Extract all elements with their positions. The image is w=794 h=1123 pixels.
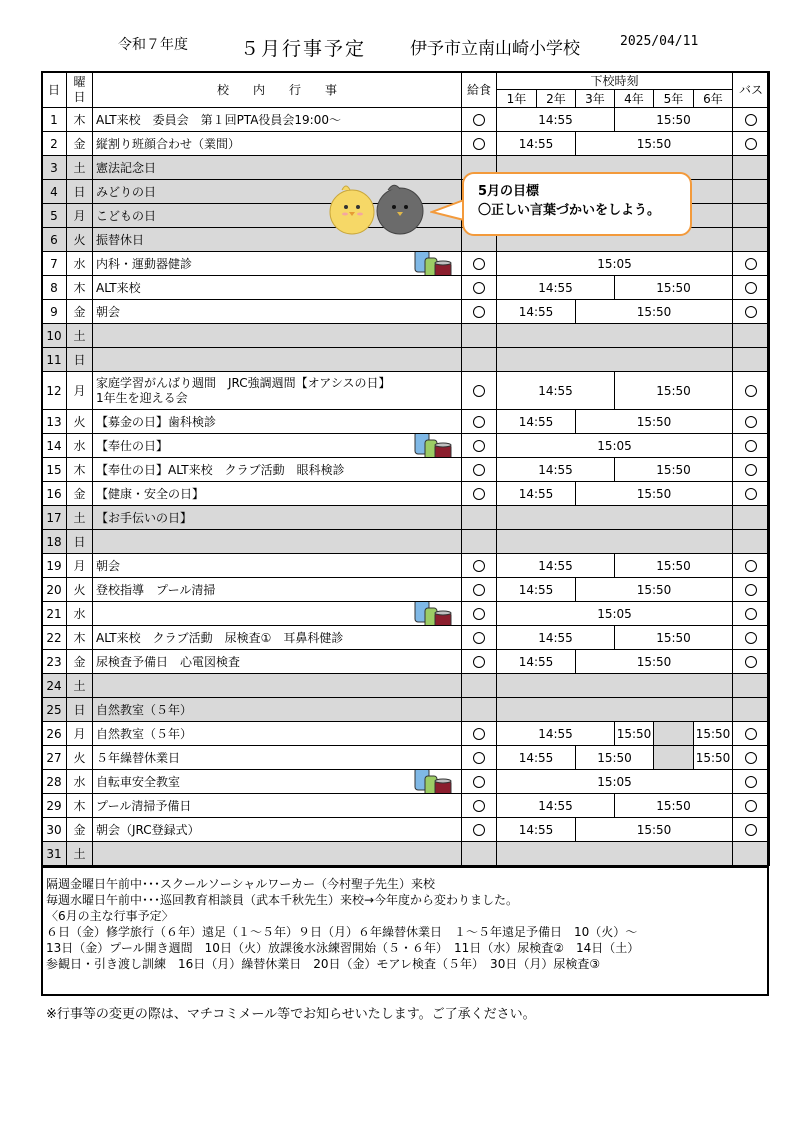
event-text: 自然教室（５年） (96, 703, 193, 717)
weekday-cell: 水 (67, 602, 93, 626)
day-cell: 3 (42, 156, 67, 180)
dismissal-time: 15:05 (497, 434, 733, 458)
weekday-cell: 金 (67, 300, 93, 324)
notes-divider (41, 866, 769, 868)
monthly-goal-box (462, 172, 692, 236)
chicks-illustration (326, 180, 430, 238)
dismissal-time: 14:55 (497, 108, 615, 132)
dismissal-time: 14:55 (497, 794, 615, 818)
event-text: ALT来校 (96, 281, 141, 295)
weekday-cell: 金 (67, 132, 93, 156)
goal-title: 5月の目標 (478, 184, 540, 199)
event-text: 【奉仕の日】 (96, 439, 169, 453)
event-text: 振替休日 (96, 233, 145, 247)
day-cell: 10 (42, 324, 67, 348)
day-cell: 21 (42, 602, 67, 626)
event-text: ALT来校 委員会 第１回PTA役員会19:00～ (96, 113, 341, 127)
dismissal-time: 14:55 (497, 482, 576, 506)
dismissal-time: 15:05 (497, 602, 733, 626)
header-grade: 6年 (694, 90, 733, 108)
dismissal-time: 15:50 (576, 132, 733, 156)
goal-text: 〇正しい言葉づかいをしよう。 (478, 203, 661, 218)
header-events: 校 内 行 事 (93, 72, 462, 108)
weekday-cell: 火 (67, 228, 93, 252)
weekday-cell: 金 (67, 482, 93, 506)
weekday-cell: 土 (67, 506, 93, 530)
event-text: 登校指導 プール清掃 (96, 583, 216, 597)
dismissal-time: 15:50 (576, 410, 733, 434)
note-line: 毎週水曜日午前中･･･巡回教育相談員（武本千秋先生）来校→今年度から変わりました。 (46, 893, 519, 907)
weekday-cell: 月 (67, 372, 93, 410)
note-line: 隔週金曜日午前中･･･スクールソーシャルワーカー（今村聖子先生）来校 (46, 877, 436, 891)
weekday-cell: 木 (67, 276, 93, 300)
weekday-cell: 金 (67, 650, 93, 674)
day-cell: 25 (42, 698, 67, 722)
weekday-cell: 木 (67, 108, 93, 132)
notes (46, 876, 766, 972)
dismissal-time: 15:50 (615, 108, 733, 132)
event-text: 【募金の日】歯科検診 (96, 415, 217, 429)
day-cell: 20 (42, 578, 67, 602)
dismissal-time: 15:50 (694, 746, 733, 770)
dismissal-time: 14:55 (497, 578, 576, 602)
day-cell: 11 (42, 348, 67, 372)
weekday-cell: 火 (67, 410, 93, 434)
note-line: 参観日・引き渡し訓練 16日（月）繰替休業日 20日（金）モアレ検査（５年） 30日（月）尿検査③ (46, 957, 601, 971)
dismissal-time: 15:50 (576, 746, 654, 770)
weekday-cell: 金 (67, 818, 93, 842)
header-grade: 3年 (576, 90, 615, 108)
day-cell: 15 (42, 458, 67, 482)
event-text: 朝会（JRC登録式） (96, 823, 200, 837)
dismissal-time: 15:50 (615, 794, 733, 818)
day-cell: 9 (42, 300, 67, 324)
dismissal-time: 14:55 (497, 650, 576, 674)
note-line: 13日（金）プール開き週間 10日（火）放課後水泳練習開始（５・６年） 11日（水）尿検査② 14日（土） (46, 941, 640, 955)
event-text: 【奉仕の日】ALT来校 クラブ活動 眼科検診 (96, 463, 345, 477)
event-text: ALT来校 クラブ活動 尿検査① 耳鼻科健診 (96, 631, 344, 645)
dismissal-time: 15:50 (576, 818, 733, 842)
event-text: 憲法記念日 (96, 161, 157, 175)
weekday-cell: 火 (67, 578, 93, 602)
day-cell: 19 (42, 554, 67, 578)
dismissal-time: 15:50 (576, 300, 733, 324)
footer-note: ※行事等の変更の際は、マチコミメール等でお知らせいたします。ご了承ください。 (46, 1007, 536, 1022)
weekday-cell: 日 (67, 698, 93, 722)
event-text: みどりの日 (96, 185, 157, 199)
event-text: 【お手伝いの日】 (96, 511, 193, 525)
yellow-chick-icon (330, 186, 374, 234)
header-dismissal: 下校時刻 (497, 72, 733, 90)
day-cell: 28 (42, 770, 67, 794)
weekday-cell: 水 (67, 252, 93, 276)
dismissal-time: 15:50 (615, 554, 733, 578)
weekday-cell: 日 (67, 530, 93, 554)
event-text-2: 1年生を迎える会 (96, 390, 188, 405)
day-cell: 4 (42, 180, 67, 204)
header-bus: バス (733, 72, 770, 108)
day-cell: 12 (42, 372, 67, 410)
page-header (0, 34, 794, 62)
weekday-cell: 水 (67, 770, 93, 794)
header-weekday-text: 曜日 (73, 74, 86, 104)
day-cell: 31 (42, 842, 67, 866)
weekday-cell: 日 (67, 348, 93, 372)
weekday-cell: 土 (67, 674, 93, 698)
note-line: 〈6月の主な行事予定〉 (46, 909, 174, 923)
dismissal-time: 15:05 (497, 252, 733, 276)
header-day: 日 (42, 72, 67, 108)
day-cell: 2 (42, 132, 67, 156)
note-line: ６日（金）修学旅行（６年）遠足（１～５年）９日（月）６年繰替休業日 １～５年遠足予備日 10（火）～ (46, 925, 638, 939)
dismissal-time: 14:55 (497, 626, 615, 650)
dismissal-time: 15:50 (576, 650, 733, 674)
event-text: 内科・運動器健診 (96, 257, 193, 271)
dismissal-time: 14:55 (497, 410, 576, 434)
dismissal-time: 15:50 (576, 482, 733, 506)
day-cell: 22 (42, 626, 67, 650)
day-cell: 7 (42, 252, 67, 276)
event-text: 縦割り班顔合わせ（業間） (96, 137, 241, 151)
dismissal-time: 15:50 (694, 722, 733, 746)
day-cell: 24 (42, 674, 67, 698)
day-cell: 18 (42, 530, 67, 554)
gray-chick-icon (377, 185, 423, 234)
dismissal-time: 14:55 (497, 818, 576, 842)
event-text: 朝会 (96, 559, 121, 573)
speech-tail (430, 198, 466, 224)
header-grade: 2年 (537, 90, 576, 108)
issue-date: 2025/04/11 (620, 34, 699, 49)
dismissal-time: 14:55 (497, 132, 576, 156)
header-lunch: 給食 (462, 72, 497, 108)
dismissal-time: 15:50 (615, 458, 733, 482)
school-name: 伊予市立南山崎小学校 (410, 39, 580, 59)
event-text: 朝会 (96, 305, 121, 319)
day-cell: 8 (42, 276, 67, 300)
event-text: 尿検査予備日 心電図検査 (96, 655, 241, 669)
weekday-cell: 木 (67, 794, 93, 818)
day-cell: 30 (42, 818, 67, 842)
weekday-cell: 土 (67, 156, 93, 180)
page-title: ５月行事予定 (240, 38, 367, 60)
event-text: こどもの日 (96, 209, 157, 223)
weekday-cell: 月 (67, 204, 93, 228)
day-cell: 29 (42, 794, 67, 818)
weekday-cell: 土 (67, 842, 93, 866)
day-cell: 23 (42, 650, 67, 674)
dismissal-time: 14:55 (497, 458, 615, 482)
weekday-cell: 土 (67, 324, 93, 348)
weekday-cell: 火 (67, 746, 93, 770)
event-text: 家庭学習がんばり週間 JRC強調週間【オアシスの日】 (96, 375, 391, 390)
weekday-cell: 日 (67, 180, 93, 204)
event-text: 【健康・安全の日】 (96, 487, 205, 501)
dismissal-time: 14:55 (497, 300, 576, 324)
day-cell: 14 (42, 434, 67, 458)
dismissal-time: 14:55 (497, 722, 615, 746)
day-cell: 13 (42, 410, 67, 434)
day-cell: 16 (42, 482, 67, 506)
event-text: 自転車安全教室 (96, 775, 181, 789)
dismissal-time: 14:55 (497, 276, 615, 300)
day-cell: 17 (42, 506, 67, 530)
event-text: 自然教室（５年） (96, 727, 193, 741)
dismissal-time: 15:05 (497, 770, 733, 794)
fiscal-year: 令和７年度 (118, 37, 188, 53)
day-cell: 1 (42, 108, 67, 132)
day-cell: 26 (42, 722, 67, 746)
dismissal-time: 15:50 (615, 372, 733, 410)
weekday-cell: 木 (67, 458, 93, 482)
dismissal-time: 14:55 (497, 372, 615, 410)
dismissal-time: 14:55 (497, 554, 615, 578)
event-text: ５年繰替休業日 (96, 751, 181, 765)
day-cell: 5 (42, 204, 67, 228)
dismissal-time: 15:50 (615, 276, 733, 300)
weekday-cell: 月 (67, 722, 93, 746)
weekday-cell: 月 (67, 554, 93, 578)
dismissal-time: 15:50 (615, 626, 733, 650)
weekday-cell: 水 (67, 434, 93, 458)
day-cell: 27 (42, 746, 67, 770)
header-grade: 1年 (497, 90, 537, 108)
day-cell: 6 (42, 228, 67, 252)
header-grade: 5年 (654, 90, 694, 108)
dismissal-time: 14:55 (497, 746, 576, 770)
event-text: プール清掃予備日 (96, 799, 192, 813)
weekday-cell: 木 (67, 626, 93, 650)
header-grade: 4年 (615, 90, 654, 108)
dismissal-time: 15:50 (615, 722, 654, 746)
dismissal-time: 15:50 (576, 578, 733, 602)
